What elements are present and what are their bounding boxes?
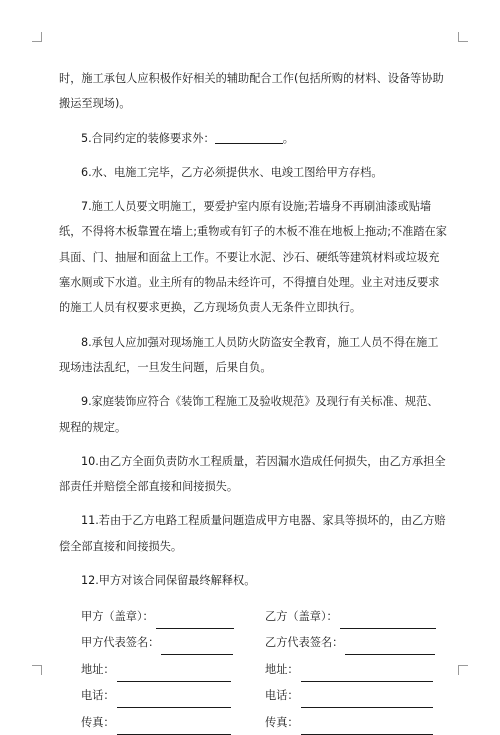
clause-12: 12.甲方对该合同保留最终解释权。 — [81, 574, 256, 588]
crop-mark-bottom-left — [32, 665, 42, 675]
party-a-address-label: 地址： — [81, 662, 115, 676]
clause-7: 7.施工人员要文明施工，要爱护室内原有设施;若墙身不再刷油漆或贴墙纸，不得将木板靠置在墙上;重物或有钉子的木板不准在地板上拖动;不准踏在家具面、门、抽屉和面盆上工作。不要让水泥、沙石、硬纸等建筑材料或垃圾充塞水厕或下水道。业主所有的物品未经许可，不得擅自处理。业主对违反要求的施工人员有权要求更换，乙方现场负责人无条件立即执行。 — [59, 200, 447, 315]
party-b-seal-label: 乙方（盖章）： — [265, 609, 338, 623]
clause-5 — [59, 126, 449, 151]
party-a-address-field[interactable] — [117, 669, 231, 682]
party-b-address — [265, 657, 433, 682]
signature-block — [59, 602, 449, 735]
signature-row-seal — [59, 602, 449, 629]
party-a-seal-label: 甲方（盖章）： — [81, 609, 154, 623]
party-a-phone-label: 电话： — [81, 689, 115, 703]
party-a-fax — [81, 710, 265, 735]
party-b-representative — [265, 630, 435, 655]
party-a-representative-label: 甲方代表签名： — [81, 636, 160, 650]
party-a-address — [81, 657, 265, 682]
party-b-fax — [265, 710, 433, 735]
signature-row-phone — [59, 682, 449, 709]
crop-mark-bottom-right — [458, 665, 468, 675]
crop-mark-top-left — [32, 32, 42, 42]
clause-5-blank[interactable] — [215, 131, 283, 144]
clause-10: 10.由乙方全面负责防水工程质量，若因漏水造成任何损失，由乙方承担全部责任并赔偿全部直接和间接损失。 — [59, 454, 446, 494]
clause-5-suffix: 。 — [282, 131, 294, 145]
party-b-representative-field[interactable] — [345, 642, 435, 655]
signature-row-address — [59, 655, 449, 682]
crop-mark-top-right — [458, 32, 468, 42]
party-b-representative-label: 乙方代表签名： — [265, 636, 344, 650]
party-a-seal-field[interactable] — [156, 616, 234, 629]
clause-5-text: 5.合同约定的装修要求外： — [81, 131, 215, 145]
clause-9: 9.家庭装饰应符合《装饰工程施工及验收规范》及现行有关标准、规范、规程的规定。 — [59, 395, 439, 434]
party-b-phone — [265, 683, 433, 708]
paragraph-continuation: 时，施工承包人应积极作好相关的辅助配合工作(包括所购的材料、设备等协助搬运至现场)。 — [59, 72, 444, 111]
clause-11: 11.若由于乙方电路工程质量问题造成甲方电器、家具等损坏的，由乙方赔偿全部直接和间接损失。 — [59, 514, 446, 553]
party-b-phone-field[interactable] — [301, 695, 433, 708]
party-b-address-field[interactable] — [301, 669, 433, 682]
party-a-representative — [81, 630, 265, 655]
party-a-phone — [81, 683, 265, 708]
party-a-seal — [81, 604, 265, 629]
party-b-seal — [265, 604, 436, 629]
party-b-address-label: 地址： — [265, 662, 299, 676]
signature-row-representative — [59, 629, 449, 656]
party-a-fax-label: 传真： — [81, 715, 115, 729]
party-b-phone-label: 电话： — [265, 689, 299, 703]
party-a-representative-field[interactable] — [161, 642, 233, 655]
party-b-seal-field[interactable] — [340, 616, 436, 629]
party-b-fax-label: 传真： — [265, 715, 299, 729]
party-a-fax-field[interactable] — [117, 722, 231, 735]
clause-6: 6.水、电施工完毕，乙方必须提供水、电竣工图给甲方存档。 — [81, 165, 383, 179]
contract-body — [59, 66, 449, 735]
clause-8: 8.承包人应加强对现场施工人员防火防盗安全教育，施工人员不得在施工现场违法乱纪，一旦发生问题，后果自负。 — [59, 335, 439, 374]
party-b-fax-field[interactable] — [301, 722, 433, 735]
party-a-phone-field[interactable] — [117, 695, 231, 708]
signature-row-fax — [59, 708, 449, 735]
